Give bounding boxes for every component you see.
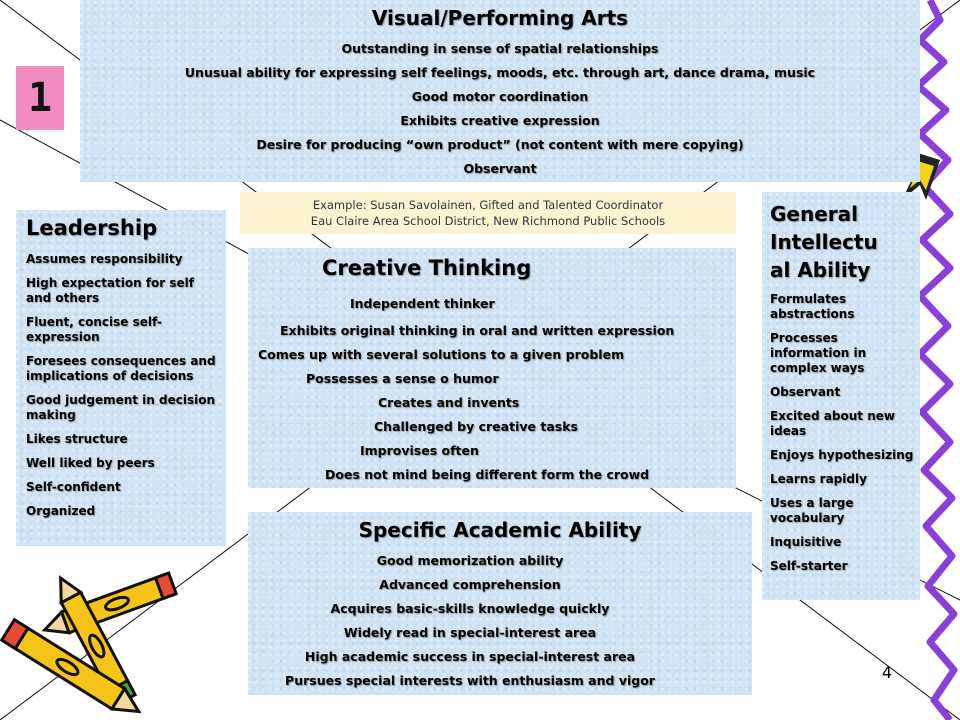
leadership-title: Leadership	[26, 216, 158, 240]
general-item: Excited about new ideas	[770, 409, 895, 438]
academic-item: Acquires basic-skills knowledge quickly	[330, 601, 610, 616]
visual-arts-item: Observant	[463, 161, 537, 176]
general-item: Enjoys hypothesizing	[770, 448, 914, 462]
example-line-1: Example: Susan Savolainen, Gifted and Talented Coordinator	[312, 198, 664, 212]
visual-performing-arts-panel	[80, 0, 920, 182]
visual-arts-title: Visual/Performing Arts	[371, 6, 629, 30]
general-item: Inquisitive	[770, 535, 842, 549]
creative-item: Exhibits original thinking in oral and written expression	[280, 323, 675, 338]
creative-item: Independent thinker	[350, 296, 495, 311]
academic-item: High academic success in special-interest area	[304, 649, 636, 664]
general-item: Formulates abstractions	[770, 292, 855, 321]
creative-item: Improvises often	[360, 443, 479, 458]
visual-arts-item: Exhibits creative expression	[400, 113, 600, 128]
general-title-line: al Ability	[770, 258, 871, 282]
leadership-item: Well liked by peers	[26, 456, 155, 470]
general-intellectual-panel	[762, 192, 920, 600]
general-title-line: General	[770, 202, 858, 226]
page-number: 4	[881, 663, 892, 682]
general-item: Processes information in complex ways	[770, 331, 867, 375]
leadership-item: Assumes responsibility	[26, 252, 183, 266]
academic-ability-panel	[248, 512, 752, 695]
general-item: Learns rapidly	[770, 472, 867, 486]
leadership-item: Foresees consequences and implications of decisions	[26, 354, 216, 383]
example-note	[240, 192, 736, 234]
creative-item: Does not mind being different form the crowd	[325, 467, 650, 482]
academic-item: Widely read in special-interest area	[343, 625, 597, 640]
creative-item: Challenged by creative tasks	[374, 419, 578, 434]
pencils-clipart	[0, 570, 200, 720]
general-list	[770, 292, 914, 583]
academic-title: Specific Academic Ability	[358, 518, 642, 542]
leadership-item: High expectation for self and others	[26, 276, 195, 305]
academic-item: Pursues special interests with enthusiasm and vigor	[285, 673, 655, 688]
creative-item: Possesses a sense o humor	[306, 371, 499, 386]
example-line-2: Eau Claire Area School District, New Richmond Public Schools	[310, 214, 666, 228]
general-item: Self-starter	[770, 559, 848, 573]
creative-title: Creative Thinking	[322, 256, 532, 280]
academic-item: Advanced comprehension	[379, 577, 561, 592]
general-item: Uses a large vocabulary	[770, 496, 854, 525]
visual-arts-item: Unusual ability for expressing self feelings, moods, etc. through art, dance drama, music	[184, 65, 816, 80]
general-title-line: Intellectu	[770, 230, 878, 254]
leadership-panel	[16, 210, 226, 546]
general-title	[770, 200, 878, 284]
leadership-item: Fluent, concise self-expression	[26, 315, 162, 344]
slide-number-badge: 1	[16, 66, 64, 130]
leadership-item: Self-confident	[26, 480, 121, 494]
visual-arts-item: Desire for producing “own product” (not content with mere copying)	[256, 137, 744, 152]
leadership-item: Likes structure	[26, 432, 128, 446]
leadership-list	[26, 252, 218, 528]
academic-item: Good memorization ability	[376, 553, 564, 568]
visual-arts-item: Good motor coordination	[411, 89, 589, 104]
general-item: Observant	[770, 385, 841, 399]
leadership-item: Good judgement in decision making	[26, 393, 216, 422]
visual-arts-item: Outstanding in sense of spatial relationships	[341, 41, 659, 56]
creative-item: Creates and invents	[378, 395, 520, 410]
creative-item: Comes up with several solutions to a given problem	[258, 347, 625, 362]
leadership-item: Organized	[26, 504, 96, 518]
creative-thinking-panel	[248, 248, 736, 488]
